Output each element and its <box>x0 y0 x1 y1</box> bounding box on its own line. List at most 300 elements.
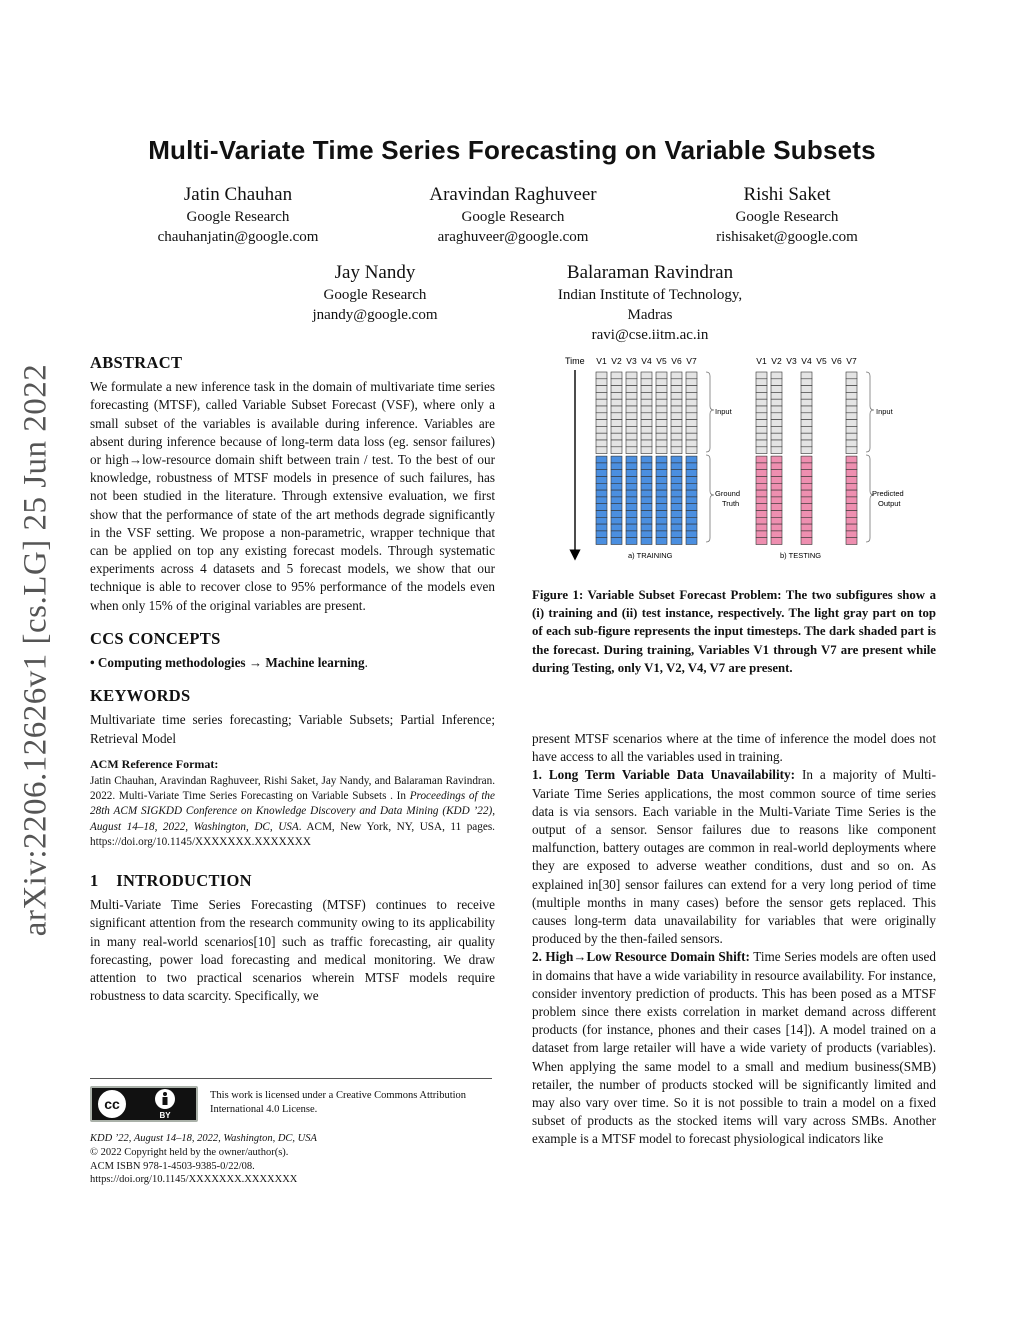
train-input-cell <box>596 406 607 413</box>
train-input-cell <box>611 372 622 379</box>
test-output-cell <box>756 490 767 497</box>
cc-by-logo <box>90 1086 198 1122</box>
test-output-cell <box>846 504 857 511</box>
test-input-cell <box>846 372 857 379</box>
train-output-cell <box>596 531 607 538</box>
author-name: Jay Nandy <box>334 262 416 283</box>
train-input-cell <box>656 426 667 433</box>
acm-ref-publisher: . ACM, New York, NY, USA, 11 pages. https://doi.org/10.1145/XXXXXXX.XXXXXXX <box>90 820 495 848</box>
scenario-2-text: Time Series models are often used in domains that have a wide variability in resource availability. For instance, consider inventory prediction of products. This has been posed as a MTSF problem since there exists correlation in market demand across different products (for instance, phones and their cases [14]). A model trained on a dataset from large retailer will have a wide variety of products (variables). When applying the same model to a small and medium business(SMB) retailer, the number of products stocked will be significantly limited and may also vary over time. So it is not possible to train a model on a fixed subset of products as the stocked items will vary across SMBs. Another example is a MTSF model to forecast physiological indicators like <box>532 949 936 1147</box>
train-input-cell <box>626 413 637 420</box>
train-output-cell <box>686 470 697 477</box>
test-output-cell <box>756 483 767 490</box>
train-input-cell <box>596 372 607 379</box>
test-input-cell <box>771 447 782 454</box>
arxiv-id: arXiv:2206.12626v1 [cs.LG] 25 Jun 2022 <box>17 363 54 937</box>
train-input-cell <box>641 420 652 427</box>
train-output-cell <box>611 483 622 490</box>
train-var-label-v4: V4 <box>641 356 652 366</box>
train-output-cell <box>641 470 652 477</box>
train-output-cell <box>671 483 682 490</box>
test-output-cell <box>846 511 857 518</box>
train-input-cell <box>686 406 697 413</box>
train-output-cell <box>656 456 667 463</box>
train-output-cell <box>641 531 652 538</box>
label-predicted: Predicted <box>872 489 904 498</box>
footer-copyright: © 2022 Copyright held by the owner/author(s). <box>90 1146 289 1158</box>
test-var-label-v5: V5 <box>816 356 827 366</box>
ccs-end: . <box>364 655 368 671</box>
test-output-cell <box>771 456 782 463</box>
test-output-cell <box>756 470 767 477</box>
train-input-cell <box>626 406 637 413</box>
test-input-cell <box>756 399 767 406</box>
train-input-cell <box>671 440 682 447</box>
test-output-cell <box>771 477 782 484</box>
train-input-cell <box>611 433 622 440</box>
train-output-cell <box>686 463 697 470</box>
train-input-cell <box>641 426 652 433</box>
train-input-cell <box>656 399 667 406</box>
test-var-label-v1: V1 <box>756 356 767 366</box>
test-output-cell <box>771 504 782 511</box>
train-output-cell <box>671 497 682 504</box>
train-input-cell <box>596 392 607 399</box>
test-output-cell <box>771 490 782 497</box>
test-input-cell <box>771 420 782 427</box>
train-output-cell <box>611 504 622 511</box>
train-output-cell <box>596 497 607 504</box>
train-input-cell <box>596 379 607 386</box>
train-input-cell <box>611 386 622 393</box>
intro-text: Multi-Variate Time Series Forecasting (MTSF) continues to receive significant attention from the research community owing to its applicability in many real-world scenarios[10] such as traffic forecasting, air quality forecasting, power load forecasting and medical monitoring. We draw attention to two practical scenarios wherein MTSF models require robustness to data scarcity. Specifically, we <box>90 897 495 1004</box>
test-var-label-v6: V6 <box>831 356 842 366</box>
right-column <box>532 730 936 1149</box>
test-input-cell <box>771 386 782 393</box>
test-input-cell <box>756 440 767 447</box>
input-bracket-test <box>866 372 874 452</box>
train-var-label-v6: V6 <box>671 356 682 366</box>
test-input-cell <box>756 420 767 427</box>
test-input-cell <box>771 392 782 399</box>
train-output-cell <box>596 511 607 518</box>
test-output-cell <box>756 504 767 511</box>
test-output-cell <box>756 538 767 545</box>
test-input-cell <box>771 440 782 447</box>
test-output-cell <box>801 477 812 484</box>
train-input-cell <box>611 413 622 420</box>
test-output-cell <box>771 524 782 531</box>
train-input-cell <box>686 433 697 440</box>
train-output-cell <box>611 517 622 524</box>
train-input-cell <box>671 406 682 413</box>
cc-mark: cc <box>104 1096 120 1112</box>
train-output-cell <box>671 504 682 511</box>
scenario-1-heading: 1. Long Term Variable Data Unavailability: <box>532 767 796 783</box>
train-var-label-v3: V3 <box>626 356 637 366</box>
figure-caption: Figure 1: Variable Subset Forecast Problem: The two subfigures show a (i) training and (ii) test instance, respectively. The light gray part on top of each sub-figure represents the input timesteps. The dark shaded part is the forecast. During training, Variables V1 through V7 are present while during Testing, only V1, V2, V4, V7 are present. <box>532 588 936 675</box>
train-input-cell <box>656 386 667 393</box>
train-output-cell <box>611 456 622 463</box>
train-output-cell <box>686 504 697 511</box>
train-input-cell <box>671 420 682 427</box>
acm-reference <box>90 757 495 850</box>
time-label: Time <box>565 356 585 366</box>
test-input-cell <box>756 392 767 399</box>
train-input-cell <box>626 447 637 454</box>
train-input-cell <box>626 440 637 447</box>
train-input-cell <box>656 420 667 427</box>
train-output-cell <box>641 538 652 545</box>
label-input-test: Input <box>876 407 893 416</box>
train-input-cell <box>686 386 697 393</box>
train-output-cell <box>611 538 622 545</box>
test-input-cell <box>771 372 782 379</box>
train-output-cell <box>611 463 622 470</box>
author-block <box>677 183 897 247</box>
train-input-cell <box>656 440 667 447</box>
train-output-cell <box>611 477 622 484</box>
train-output-cell <box>641 490 652 497</box>
train-input-cell <box>596 447 607 454</box>
train-input-cell <box>641 372 652 379</box>
author-affiliation: Google Research <box>186 209 290 225</box>
train-input-cell <box>641 379 652 386</box>
train-input-cell <box>596 386 607 393</box>
train-output-cell <box>686 517 697 524</box>
train-output-cell <box>656 517 667 524</box>
test-var-label-v3: V3 <box>786 356 797 366</box>
train-output-cell <box>626 524 637 531</box>
test-var-label-v4: V4 <box>801 356 812 366</box>
scenario-1-text: In a majority of Multi-Variate Time Series applications, the most common source of time series data is via sensors. Each variable in the Multi-Variate Time Series is the output of a sensor. Sensor failures due to reasons like component malfunction, battery outages are common in real-world deployments where they are exposed to adverse weather conditions, dust and so on. As explained in[30] sensor failures can extend for a very long period of time (multiple months in many cases) before the sensor gets replaced. This causes long-term data unavailability for variables that were originally produced by the then-failed sensors. <box>532 767 936 947</box>
train-output-cell <box>656 511 667 518</box>
test-output-cell <box>846 490 857 497</box>
footer-block <box>90 1132 490 1187</box>
train-output-cell <box>611 497 622 504</box>
train-output-cell <box>626 497 637 504</box>
train-input-cell <box>641 433 652 440</box>
train-input-cell <box>686 379 697 386</box>
train-output-cell <box>671 517 682 524</box>
test-output-cell <box>756 524 767 531</box>
train-input-cell <box>686 413 697 420</box>
test-output-cell <box>846 497 857 504</box>
author-email: jnandy@google.com <box>312 307 438 323</box>
train-output-cell <box>626 531 637 538</box>
figure-1-svg <box>560 352 904 567</box>
test-input-cell <box>771 433 782 440</box>
abstract-text: We formulate a new inference task in the domain of multivariate time series forecasting (MTSF), called Variable Subset Forecast (VSF), where only a small subset of the variables is available during inference. Variables are absent during inference because of long-term data loss (eg. sensor failures) or high→low-resource domain shift between train / test. To the best of our knowledge, robustness of MTSF models in presence of such failures, has not been studied in the literature. Through extensive evaluation, we first show that the performance of state of the art methods degrade significantly in the VSF setting. We propose a non-parametric, wrapper technique that can be applied on top any existing forecast models. Through systematic experiments across 4 datasets and 5 forecast models, we show that our technique is able to recover close to 95% performance of the models even when only 15% of the original variables are present. <box>90 379 495 613</box>
subfig-a-label: a) TRAINING <box>628 551 673 560</box>
train-output-cell <box>656 463 667 470</box>
train-output-cell <box>596 504 607 511</box>
train-output-cell <box>671 538 682 545</box>
train-output-cell <box>686 497 697 504</box>
test-output-cell <box>756 517 767 524</box>
train-output-cell <box>626 463 637 470</box>
train-output-cell <box>641 524 652 531</box>
footer-conference: KDD ’22, August 14–18, 2022, Washington, DC, USA <box>90 1133 317 1144</box>
test-output-cell <box>756 531 767 538</box>
label-output: Output <box>878 499 901 508</box>
right-para-2 <box>532 948 936 1148</box>
train-output-cell <box>596 524 607 531</box>
keywords-text: Multivariate time series forecasting; Variable Subsets; Partial Inference; Retrieval Model <box>90 712 495 746</box>
train-input-cell <box>596 420 607 427</box>
acm-ref-authors: Jatin Chauhan, Aravindan Raghuveer, Rishi Saket, Jay Nandy, and Balaraman Ravindran. 2022. Multi-Variate Time Series Forecasting on Variable Subsets . In <box>90 775 495 803</box>
test-output-cell <box>771 538 782 545</box>
train-input-cell <box>611 420 622 427</box>
train-output-cell <box>611 531 622 538</box>
author-affiliation-line2: Madras <box>627 307 673 323</box>
test-output-cell <box>801 504 812 511</box>
test-output-cell <box>801 524 812 531</box>
train-input-cell <box>656 379 667 386</box>
test-input-cell <box>846 433 857 440</box>
train-output-cell <box>626 504 637 511</box>
train-output-cell <box>671 531 682 538</box>
train-input-cell <box>671 386 682 393</box>
train-input-cell <box>671 372 682 379</box>
train-input-cell <box>611 447 622 454</box>
test-input-cell <box>756 379 767 386</box>
acm-reference-text <box>90 774 495 850</box>
train-output-cell <box>596 470 607 477</box>
train-output-cell <box>686 483 697 490</box>
test-input-cell <box>771 379 782 386</box>
label-truth: Truth <box>722 499 740 508</box>
test-output-cell <box>846 538 857 545</box>
train-output-cell <box>626 483 637 490</box>
test-output-cell <box>771 497 782 504</box>
author-email: ravi@cse.iitm.ac.in <box>591 327 709 343</box>
train-output-cell <box>626 477 637 484</box>
train-var-label-v5: V5 <box>656 356 667 366</box>
paper-title: Multi-Variate Time Series Forecasting on Variable Subsets <box>148 135 876 165</box>
train-output-cell <box>596 483 607 490</box>
train-input-cell <box>611 406 622 413</box>
train-output-cell <box>656 524 667 531</box>
train-output-cell <box>686 477 697 484</box>
input-bracket-train <box>706 372 714 452</box>
train-output-cell <box>656 497 667 504</box>
train-output-cell <box>671 477 682 484</box>
test-output-cell <box>801 483 812 490</box>
train-output-cell <box>611 524 622 531</box>
train-input-cell <box>641 406 652 413</box>
test-output-cell <box>801 456 812 463</box>
train-var-label-v7: V7 <box>686 356 697 366</box>
train-input-cell <box>596 399 607 406</box>
author-affiliation: Google Research <box>461 209 565 225</box>
train-input-cell <box>671 392 682 399</box>
test-input-cell <box>756 433 767 440</box>
train-input-cell <box>626 379 637 386</box>
train-output-cell <box>656 477 667 484</box>
test-input-cell <box>846 406 857 413</box>
test-input-cell <box>801 447 812 454</box>
right-para-1 <box>532 766 936 948</box>
test-input-cell <box>801 433 812 440</box>
train-input-cell <box>596 440 607 447</box>
test-output-cell <box>771 517 782 524</box>
train-input-cell <box>656 447 667 454</box>
ccs-concept: • Computing methodologies → Machine learning <box>90 655 365 671</box>
test-var-label-v7: V7 <box>846 356 857 366</box>
train-input-cell <box>596 426 607 433</box>
train-output-cell <box>656 531 667 538</box>
train-output-cell <box>656 538 667 545</box>
train-input-cell <box>626 392 637 399</box>
train-input-cell <box>686 392 697 399</box>
test-output-cell <box>846 524 857 531</box>
train-input-cell <box>641 447 652 454</box>
footnote-rule <box>90 1078 492 1079</box>
test-input-cell <box>846 386 857 393</box>
train-output-cell <box>671 490 682 497</box>
train-output-cell <box>671 524 682 531</box>
train-output-cell <box>626 517 637 524</box>
test-output-cell <box>801 463 812 470</box>
author-name: Aravindan Raghuveer <box>429 184 597 205</box>
train-output-cell <box>686 538 697 545</box>
test-input-cell <box>846 440 857 447</box>
right-para-0: present MTSF scenarios where at the time of inference the model does not have access to all the variables used in training. <box>532 731 936 765</box>
test-input-cell <box>846 426 857 433</box>
train-input-cell <box>626 420 637 427</box>
train-input-cell <box>641 392 652 399</box>
train-input-cell <box>641 440 652 447</box>
train-input-cell <box>596 433 607 440</box>
test-input-cell <box>756 406 767 413</box>
train-var-label-v2: V2 <box>611 356 622 366</box>
test-input-cell <box>801 420 812 427</box>
train-input-cell <box>686 447 697 454</box>
train-output-cell <box>626 490 637 497</box>
test-output-cell <box>846 531 857 538</box>
test-output-cell <box>771 483 782 490</box>
train-output-cell <box>686 531 697 538</box>
author-email: chauhanjatin@google.com <box>157 229 319 245</box>
author-affiliation: Google Research <box>323 287 427 303</box>
train-input-cell <box>626 372 637 379</box>
test-output-cell <box>771 511 782 518</box>
test-input-cell <box>756 413 767 420</box>
test-input-cell <box>846 379 857 386</box>
test-output-cell <box>801 517 812 524</box>
train-input-cell <box>656 372 667 379</box>
author-affiliation: Indian Institute of Technology, <box>557 287 743 303</box>
test-output-cell <box>846 517 857 524</box>
test-input-cell <box>756 386 767 393</box>
train-input-cell <box>656 413 667 420</box>
test-output-cell <box>846 463 857 470</box>
train-output-cell <box>656 504 667 511</box>
label-ground: Ground <box>715 489 741 498</box>
test-input-cell <box>801 386 812 393</box>
train-output-cell <box>671 456 682 463</box>
ccs-text <box>90 654 495 672</box>
train-output-cell <box>671 463 682 470</box>
train-input-cell <box>641 413 652 420</box>
train-output-cell <box>626 511 637 518</box>
train-input-cell <box>641 386 652 393</box>
test-output-cell <box>756 456 767 463</box>
train-output-cell <box>626 470 637 477</box>
train-output-cell <box>626 456 637 463</box>
author-affiliation: Google Research <box>735 209 839 225</box>
test-input-cell <box>771 413 782 420</box>
left-column <box>90 354 495 1006</box>
test-output-cell <box>846 470 857 477</box>
train-input-cell <box>626 426 637 433</box>
author-block <box>275 261 475 325</box>
test-input-cell <box>846 447 857 454</box>
train-input-cell <box>611 379 622 386</box>
footer-isbn: ACM ISBN 978-1-4503-9385-0/22/08. <box>90 1160 255 1172</box>
train-output-cell <box>626 538 637 545</box>
test-output-cell <box>801 497 812 504</box>
arxiv-stamp <box>8 360 64 940</box>
author-block <box>393 183 633 247</box>
test-input-cell <box>801 379 812 386</box>
test-input-cell <box>801 426 812 433</box>
train-input-cell <box>686 420 697 427</box>
train-output-cell <box>656 490 667 497</box>
ccs-heading: CCS CONCEPTS <box>90 628 221 648</box>
test-input-cell <box>801 440 812 447</box>
test-input-cell <box>756 372 767 379</box>
train-input-cell <box>626 386 637 393</box>
by-mark: BY <box>159 1111 171 1120</box>
license-note: This work is licensed under a Creative Commons Attribution International 4.0 License. <box>210 1090 467 1115</box>
train-output-cell <box>641 517 652 524</box>
test-input-cell <box>846 413 857 420</box>
train-output-cell <box>686 524 697 531</box>
intro-heading: 1 INTRODUCTION <box>90 871 252 891</box>
train-input-cell <box>641 399 652 406</box>
test-output-cell <box>846 477 857 484</box>
train-output-cell <box>686 456 697 463</box>
output-bracket-test <box>866 455 874 542</box>
train-input-cell <box>686 372 697 379</box>
train-input-cell <box>671 399 682 406</box>
acm-reference-heading: ACM Reference Format: <box>90 756 219 771</box>
test-input-cell <box>801 406 812 413</box>
figure-1 <box>560 352 904 567</box>
test-output-cell <box>756 477 767 484</box>
train-input-cell <box>611 399 622 406</box>
test-output-cell <box>756 497 767 504</box>
test-input-cell <box>756 447 767 454</box>
train-output-cell <box>686 511 697 518</box>
train-input-cell <box>611 426 622 433</box>
test-output-cell <box>846 483 857 490</box>
test-input-cell <box>771 406 782 413</box>
test-output-cell <box>801 490 812 497</box>
keywords-heading: KEYWORDS <box>90 686 191 706</box>
test-input-cell <box>801 372 812 379</box>
test-input-cell <box>771 426 782 433</box>
test-input-cell <box>801 392 812 399</box>
test-input-cell <box>801 413 812 420</box>
train-input-cell <box>686 426 697 433</box>
train-output-cell <box>596 538 607 545</box>
test-output-cell <box>846 456 857 463</box>
train-input-cell <box>671 413 682 420</box>
label-input-train: Input <box>715 407 732 416</box>
